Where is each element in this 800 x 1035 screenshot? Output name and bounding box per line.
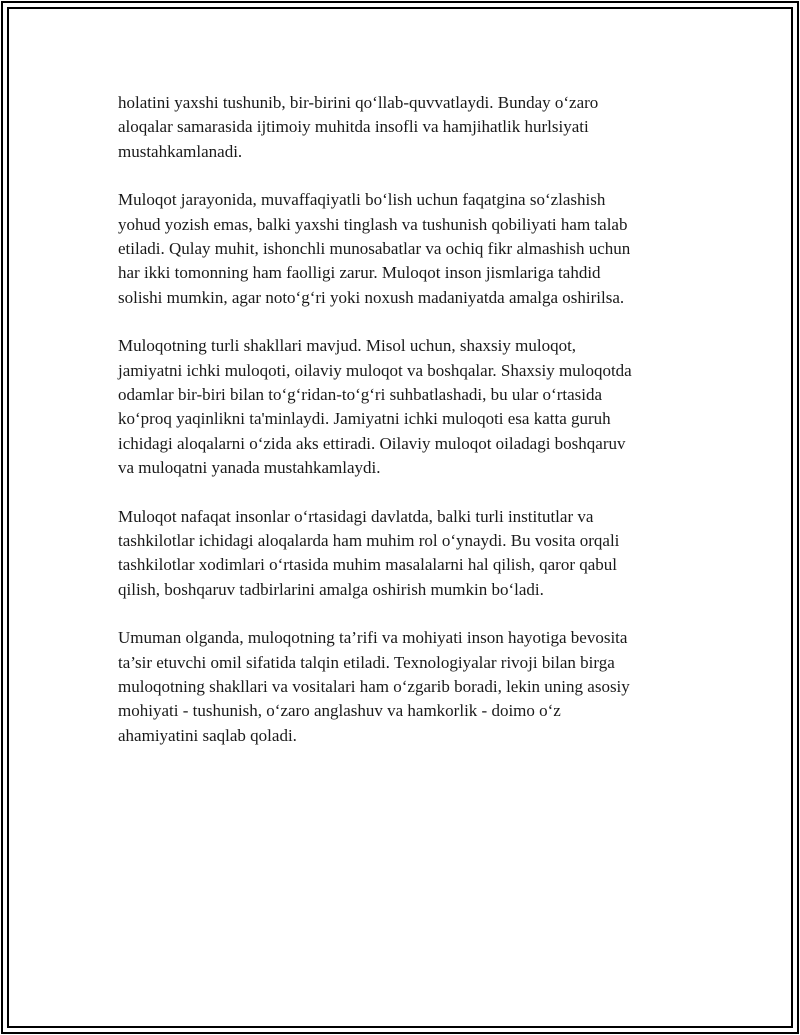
text-line: mustahkamlanadi. xyxy=(118,141,243,161)
paragraph-5 xyxy=(118,626,678,747)
text-line: Muloqotning turli shakllari mavjud. Misol uchun, shaxsiy muloqot, xyxy=(118,336,577,356)
text-line: Muloqot nafaqat insonlar o‘rtasidagi davlatda, balki turli institutlar va xyxy=(118,506,594,526)
text-line: aloqalar samarasida ijtimoiy muhitda insofli va hamjihatlik hurlsiyati xyxy=(118,117,589,137)
text-line: muloqotning shakllari va vositalari ham o‘zgarib boradi, lekin uning asosiy xyxy=(118,676,630,696)
paragraph-3 xyxy=(118,334,678,480)
text-line: ichidagi aloqalarni o‘zida aks ettiradi. Oilaviy muloqot oiladagi boshqaruv xyxy=(118,433,626,453)
text-line: ko‘proq yaqinlikni ta'minlaydi. Jamiyatni ichki muloqoti esa katta guruh xyxy=(118,409,611,429)
text-line: tashkilotlar ichidagi aloqalarda ham muhim rol o‘ynaydi. Bu vosita orqali xyxy=(118,530,620,550)
text-line: jamiyatni ichki muloqoti, oilaviy muloqot va boshqalar. Shaxsiy muloqotda xyxy=(118,360,632,380)
text-line: tashkilotlar xodimlari o‘rtasida muhim masalalarni hal qilish, qaror qabul xyxy=(118,555,618,575)
text-line: yohud yozish emas, balki yaxshi tinglash va tushunish qobiliyati ham talab xyxy=(118,214,628,234)
document-body xyxy=(118,91,678,772)
text-line: ta’sir etuvchi omil sifatida talqin etiladi. Texnologiyalar rivoji bilan birga xyxy=(118,652,615,672)
text-line: solishi mumkin, agar noto‘g‘ri yoki noxush madaniyatda amalga oshirilsa. xyxy=(118,287,625,307)
text-line: Muloqot jarayonida, muvaffaqiyatli bo‘lish uchun faqatgina so‘zlashish xyxy=(118,190,606,210)
text-line: har ikki tomonning ham faolligi zarur. Muloqot inson jismlariga tahdid xyxy=(118,263,601,283)
text-line: odamlar bir-biri bilan to‘g‘ridan-to‘g‘ri suhbatlashadi, bu ular o‘rtasida xyxy=(118,384,603,404)
paragraph-2 xyxy=(118,188,678,309)
paragraph-4 xyxy=(118,505,678,602)
text-line: ahamiyatini saqlab qoladi. xyxy=(118,725,297,745)
paragraph-1 xyxy=(118,91,678,164)
text-line: Umuman olganda, muloqotning ta’rifi va mohiyati inson hayotiga bevosita xyxy=(118,628,628,648)
text-line: va muloqatni yanada mustahkamlaydi. xyxy=(118,457,381,477)
text-line: holatini yaxshi tushunib, bir-birini qo‘llab-quvvatlaydi. Bunday o‘zaro xyxy=(118,93,599,112)
text-line: mohiyati - tushunish, o‘zaro anglashuv va hamkorlik - doimo o‘z xyxy=(118,701,561,721)
text-line: qilish, boshqaruv tadbirlarini amalga oshirish mumkin bo‘ladi. xyxy=(118,579,544,599)
text-line: etiladi. Qulay muhit, ishonchli munosabatlar va ochiq fikr almashish uchun xyxy=(118,238,631,258)
